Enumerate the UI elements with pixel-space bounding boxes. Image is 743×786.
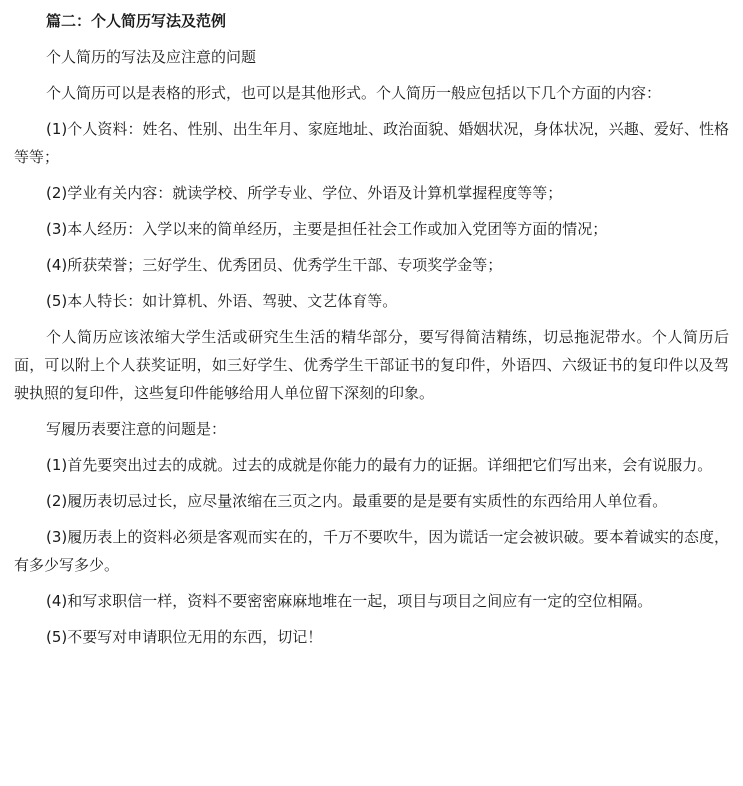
section-title: 篇二：个人简历写法及范例: [46, 12, 227, 30]
list-item-experience: (3)本人经历：入学以来的简单经历，主要是担任社会工作或加入党团等方面的情况；: [46, 220, 608, 238]
subtitle-paragraph: 个人简历的写法及应注意的问题: [46, 48, 257, 66]
list-item-personal-info: (1)个人资料：姓名、性别、出生年月、家庭地址、政治面貌、婚姻状况，身体状况，兴趣、爱好、性格等等；: [14, 120, 729, 166]
resume-notes-heading: 写履历表要注意的问题是：: [46, 420, 227, 438]
note-item-spacing: (4)和写求职信一样，资料不要密密麻麻地堆在一起，项目与项目之间应有一定的空位相隔。: [46, 592, 653, 610]
intro-paragraph: 个人简历可以是表格的形式，也可以是其他形式。个人简历一般应包括以下几个方面的内容：: [46, 84, 662, 102]
list-item-honors: (4)所获荣誉；三好学生、优秀团员、优秀学生干部、专项奖学金等；: [46, 256, 503, 274]
list-item-skills: (5)本人特长：如计算机、外语、驾驶、文艺体育等。: [46, 292, 398, 310]
note-item-relevance: (5)不要写对申请职位无用的东西，切记！: [46, 628, 323, 646]
note-item-honesty: (3)履历表上的资料必须是客观而实在的，千万不要吹牛，因为谎话一定会被识破。要本着诚实的态度，有多少写多少。: [14, 528, 729, 574]
list-item-education: (2)学业有关内容：就读学校、所学专业、学位、外语及计算机掌握程度等等；: [46, 184, 563, 202]
note-item-achievements: (1)首先要突出过去的成就。过去的成就是你能力的最有力的证据。详细把它们写出来，会有说服力。: [46, 456, 713, 474]
note-item-length: (2)履历表切忌过长，应尽量浓缩在三页之内。最重要的是是要有实质性的东西给用人单位看。: [46, 492, 668, 510]
summary-paragraph: 个人简历应该浓缩大学生活或研究生生活的精华部分，要写得简洁精练，切忌拖泥带水。个人简历后面，可以附上个人获奖证明，如三好学生、优秀学生干部证书的复印件，外语四、六级证书的复印件以及驾驶执照的复印件，这些复印件能够给用人单位留下深刻的印象。: [14, 328, 729, 402]
